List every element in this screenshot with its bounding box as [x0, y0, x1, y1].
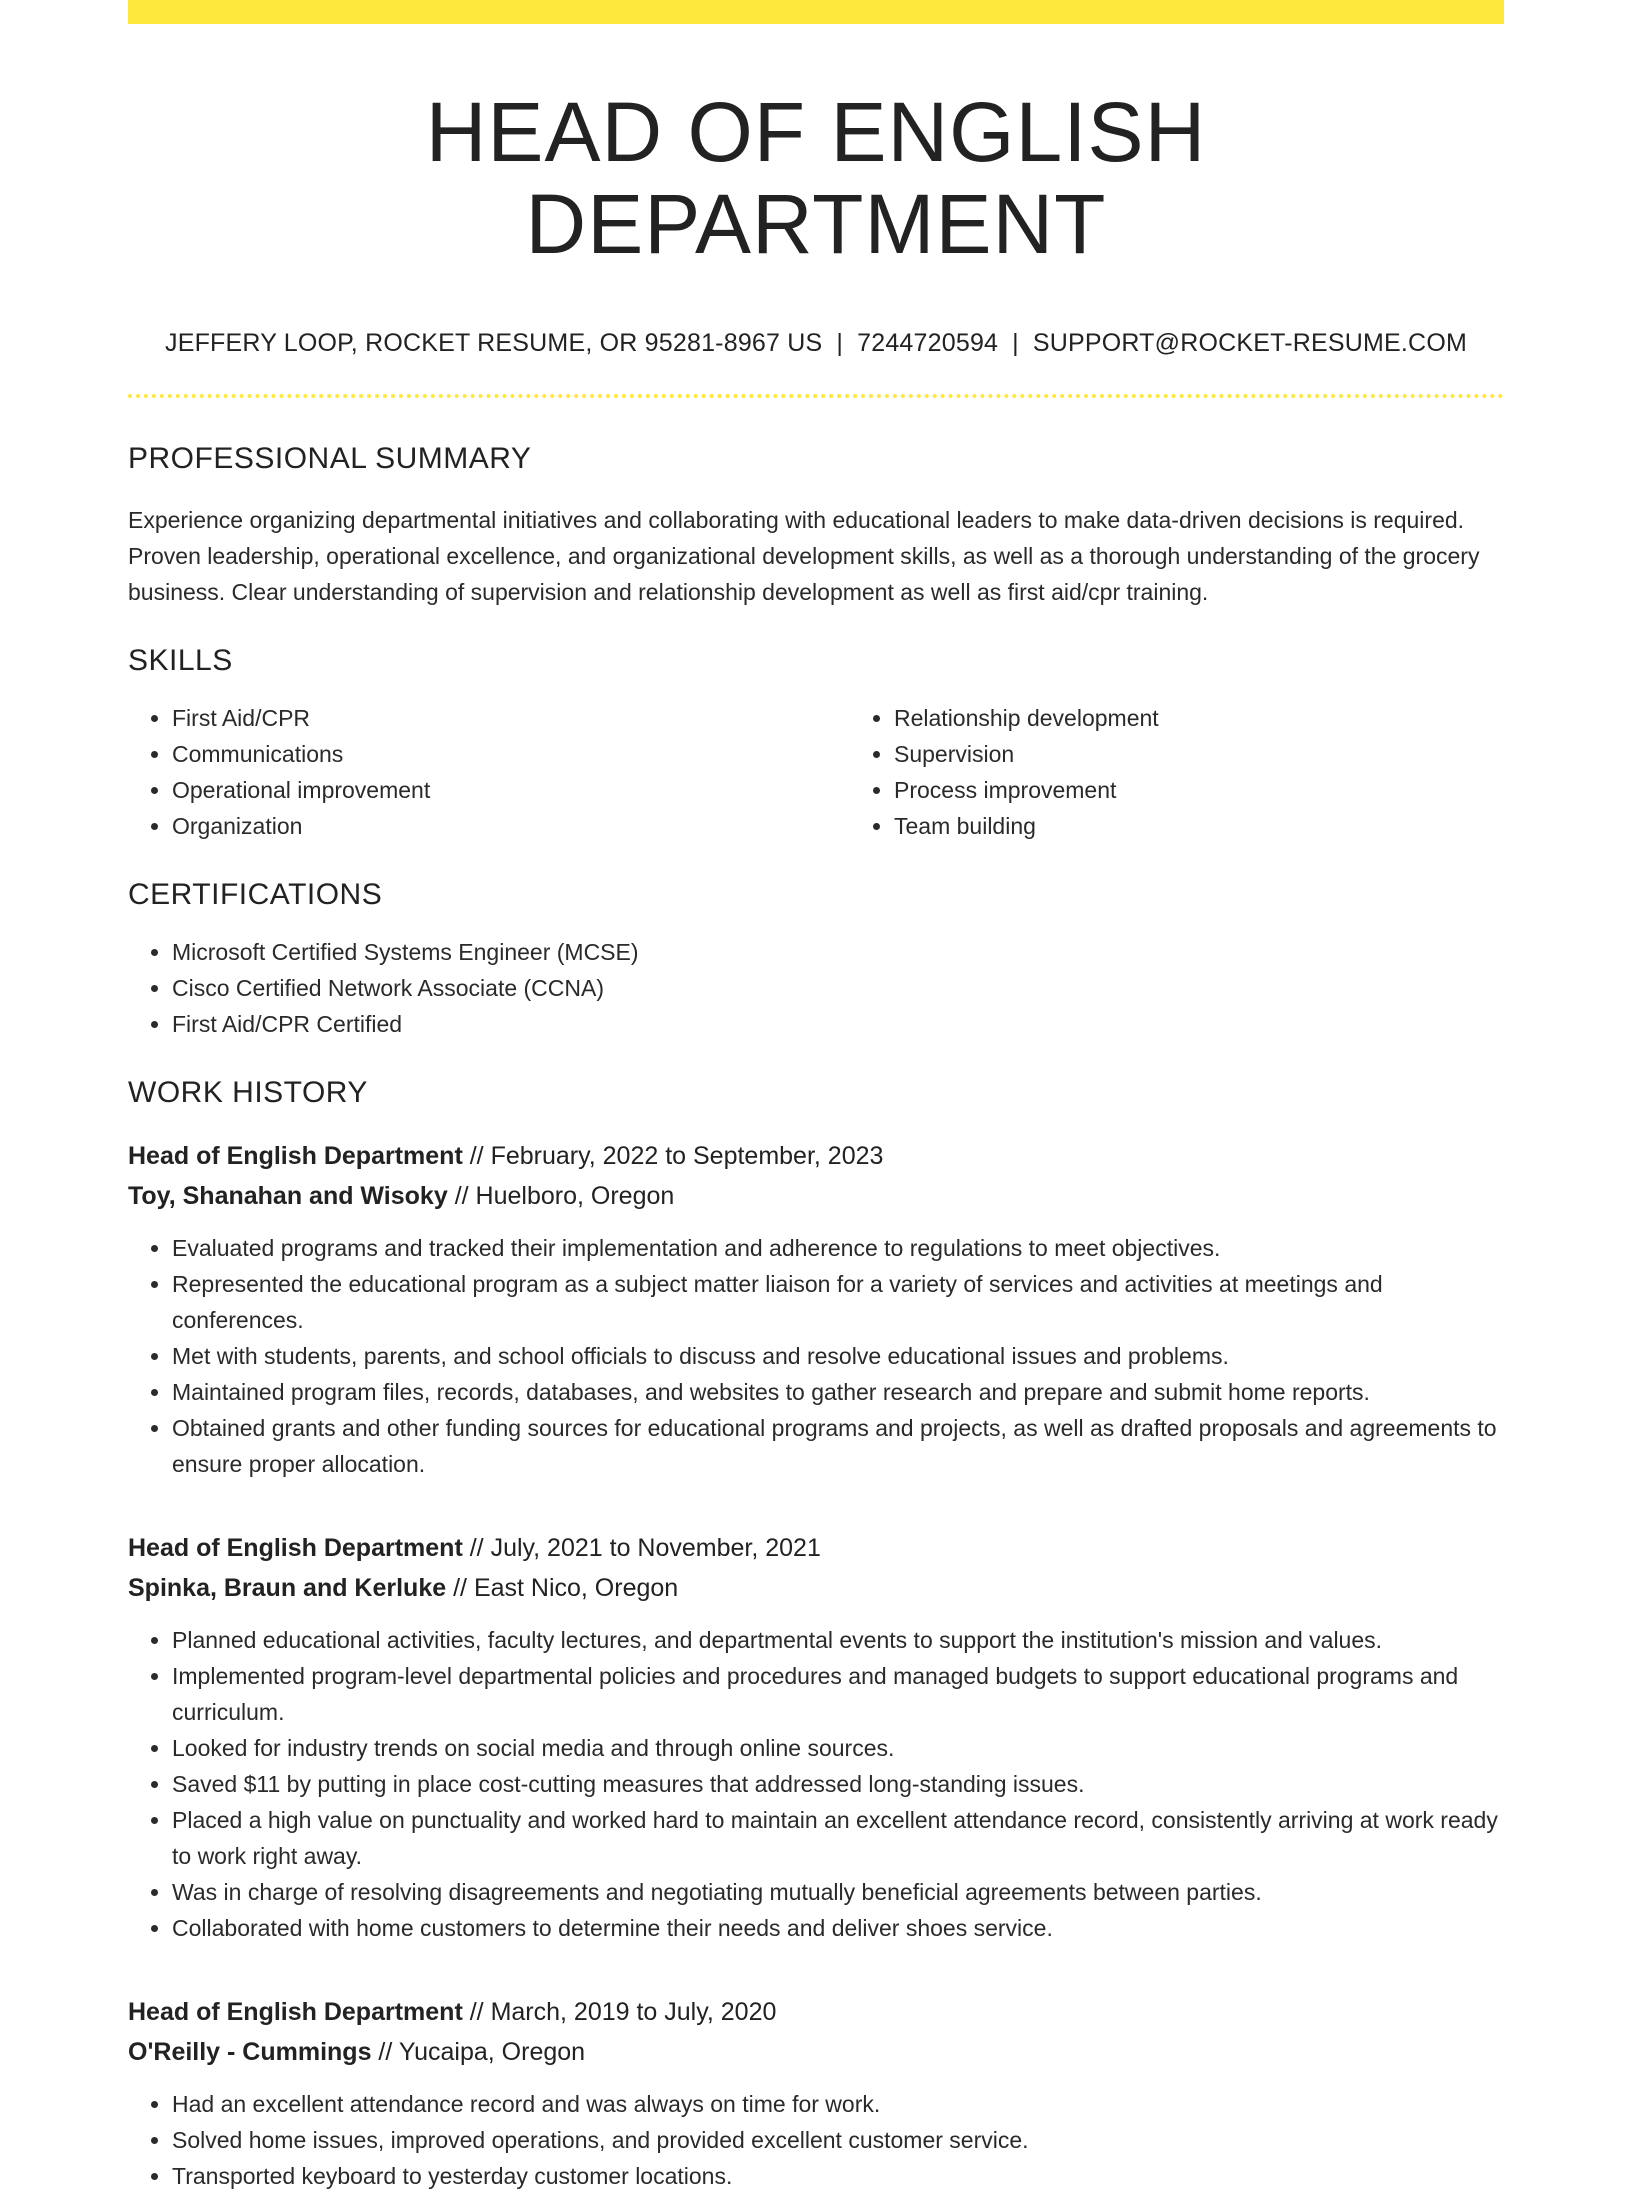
- job-bullet: • Solved home issues, improved operations, and provided excellent customer service.: [172, 2122, 1504, 2158]
- job-bullets: [128, 2086, 1504, 2194]
- skills-list-right: [850, 700, 1572, 844]
- job-bullet: • Transported keyboard to yesterday customer locations.: [172, 2158, 1504, 2194]
- job-dates: July, 2021 to November, 2021: [490, 1533, 821, 1562]
- job-title: Head of English Department: [128, 1141, 463, 1170]
- job-company: Toy, Shanahan and Wisoky: [128, 1181, 448, 1210]
- certification-item: • Microsoft Certified Systems Engineer (MCSE): [172, 934, 1504, 970]
- contact-email[interactable]: SUPPORT@ROCKET-RESUME.COM: [1032, 328, 1467, 357]
- skill-item: • First Aid/CPR: [172, 700, 850, 736]
- job-dates: March, 2019 to July, 2020: [490, 1997, 777, 2026]
- job-title-line: [128, 1528, 1504, 1568]
- contact-phone[interactable]: 7244720594: [857, 328, 999, 357]
- skills-columns: [128, 700, 1504, 844]
- skill-item: • Process improvement: [894, 772, 1572, 808]
- job-separator: //: [462, 1533, 491, 1562]
- resume-title: HEAD OF ENGLISH DEPARTMENT: [425, 85, 1207, 272]
- job-bullet: • Had an excellent attendance record and was always on time for work.: [172, 2086, 1504, 2122]
- job-bullet: • Obtained grants and other funding sources for educational programs and projects, as well as drafted proposals and agreements to ensure proper allocation.: [172, 1410, 1504, 1482]
- job-separator: //: [371, 2037, 399, 2066]
- summary-text: Experience organizing departmental initiatives and collaborating with educational leaders to make data-driven decisions is required. Proven leadership, operational excellence, and organizational development skills, as well as a thorough understanding of the grocery business. Clear understanding of supervision and relationship development as well as first aid/cpr training.: [128, 506, 1480, 605]
- work-history-heading: WORK HISTORY: [128, 1075, 368, 1109]
- job-company-line: [128, 1176, 1504, 1216]
- job-bullets: [128, 1230, 1504, 1482]
- job-title-line: [128, 1136, 1504, 1176]
- skills-list-left: [128, 700, 850, 844]
- job-entry: [128, 1528, 1504, 1946]
- certifications-list: [128, 934, 1504, 1042]
- contact-separator: |: [1012, 328, 1019, 357]
- contact-separator: |: [836, 328, 844, 357]
- job-bullet: • Implemented program-level departmental policies and procedures and managed budgets to support educational programs and curriculum.: [172, 1658, 1504, 1730]
- resume-page: [128, 0, 1504, 2194]
- job-dates: February, 2022 to September, 2023: [490, 1141, 884, 1170]
- job-bullet: • Saved $11 by putting in place cost-cutting measures that addressed long-standing issues.: [172, 1766, 1504, 1802]
- job-entry: [128, 1992, 1504, 2194]
- job-bullet: • Represented the educational program as a subject matter liaison for a variety of services and activities at meetings and conferences.: [172, 1266, 1504, 1338]
- job-title: Head of English Department: [128, 1533, 463, 1562]
- job-bullet: • Looked for industry trends on social media and through online sources.: [172, 1730, 1504, 1766]
- skills-heading: SKILLS: [128, 643, 233, 677]
- skill-item: • Supervision: [894, 736, 1572, 772]
- skill-item: • Relationship development: [894, 700, 1572, 736]
- job-separator: //: [446, 1573, 474, 1602]
- certification-item: • First Aid/CPR Certified: [172, 1006, 1504, 1042]
- job-location: Huelboro, Oregon: [475, 1181, 675, 1210]
- job-company: Spinka, Braun and Kerluke: [128, 1573, 447, 1602]
- certifications-heading: CERTIFICATIONS: [128, 877, 383, 911]
- job-separator: //: [447, 1181, 476, 1210]
- certification-item: • Cisco Certified Network Associate (CCNA): [172, 970, 1504, 1006]
- contact-address: JEFFERY LOOP, ROCKET RESUME, OR 95281-8967 US: [165, 328, 823, 357]
- skill-item: • Team building: [894, 808, 1572, 844]
- job-bullet: • Was in charge of resolving disagreements and negotiating mutually beneficial agreements between parties.: [172, 1874, 1504, 1910]
- job-separator: //: [462, 1141, 491, 1170]
- job-bullet: • Placed a high value on punctuality and worked hard to maintain an excellent attendance record, consistently arriving at work ready to work right away.: [172, 1802, 1504, 1874]
- skill-item: • Communications: [172, 736, 850, 772]
- job-separator: //: [462, 1997, 491, 2026]
- skill-item: • Operational improvement: [172, 772, 850, 808]
- job-entry: [128, 1136, 1504, 1482]
- job-bullet: • Met with students, parents, and school officials to discuss and resolve educational issues and problems.: [172, 1338, 1504, 1374]
- job-company-line: [128, 2032, 1504, 2072]
- job-company: O'Reilly - Cummings: [128, 2037, 372, 2066]
- job-company-line: [128, 1568, 1504, 1608]
- skill-item: • Organization: [172, 808, 850, 844]
- job-title-line: [128, 1992, 1504, 2032]
- accent-top-bar: [128, 0, 1504, 24]
- job-bullet: • Maintained program files, records, databases, and websites to gather research and prepare and submit home reports.: [172, 1374, 1504, 1410]
- job-bullets: [128, 1622, 1504, 1946]
- summary-heading: PROFESSIONAL SUMMARY: [128, 441, 532, 475]
- job-location: Yucaipa, Oregon: [398, 2037, 586, 2066]
- job-bullet: • Planned educational activities, faculty lectures, and departmental events to support the institution's mission and values.: [172, 1622, 1504, 1658]
- job-location: East Nico, Oregon: [473, 1573, 679, 1602]
- job-title: Head of English Department: [128, 1997, 463, 2026]
- dotted-divider: [128, 394, 1504, 398]
- job-bullet: • Collaborated with home customers to determine their needs and deliver shoes service.: [172, 1910, 1504, 1946]
- contact-line: [128, 329, 1504, 358]
- job-bullet: • Evaluated programs and tracked their implementation and adherence to regulations to meet objectives.: [172, 1230, 1504, 1266]
